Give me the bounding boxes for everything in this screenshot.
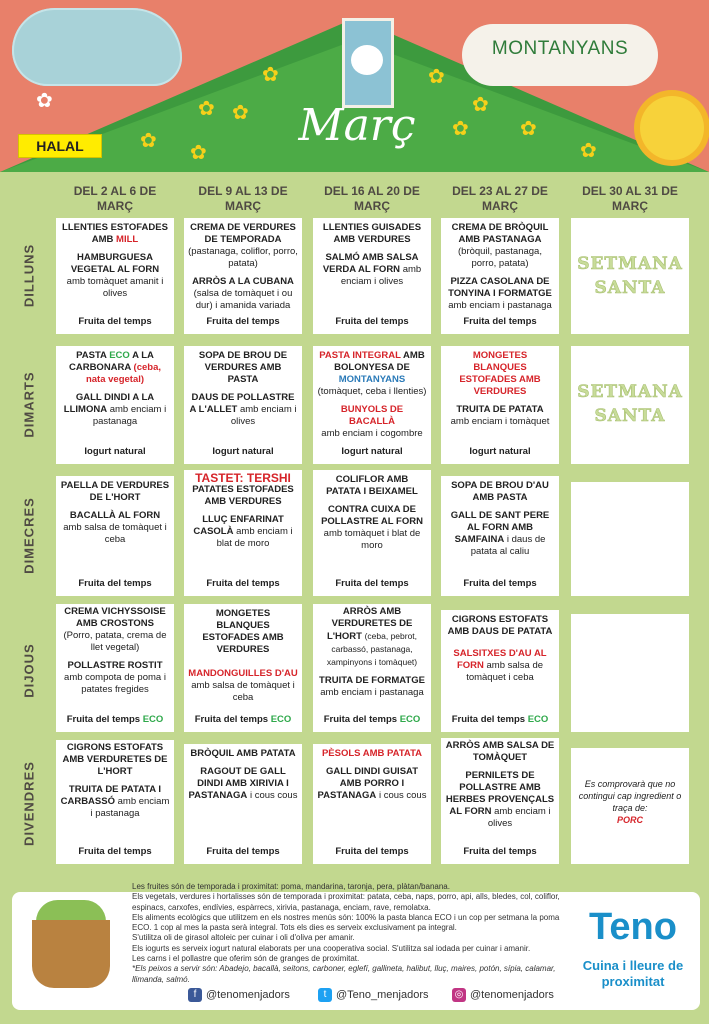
empty-cell [571, 614, 689, 732]
flower-icon: ✿ [262, 64, 279, 86]
week-header: DEL 23 AL 27 DE MARÇ [452, 184, 548, 213]
menu-cell: SOPA DE BROU D'AU AMB PASTA GALL DE SANT PERE AL FORN AMB SAMFAINA i daus de patata al caliu Fruita del temps [441, 476, 559, 596]
day-label: DIJOUS [21, 643, 37, 698]
menu-cell: LLENTIES GUISADES AMB VERDURES SALMÓ AMB SALSA VERDA AL FORN amb enciam i olives Fruita del temps [313, 218, 431, 334]
flower-icon: ✿ [232, 102, 249, 124]
menu-cell: LLENTIES ESTOFADES AMB MILL HAMBURGUESA VEGETAL AL FORN amb tomàquet amanit i olives Fruita del temps [56, 218, 174, 334]
day-label: DILLUNS [21, 243, 37, 308]
footer-info: Les fruites són de temporada i proximitat: poma, mandarina, taronja, pera, plàtan/banana. Els vegetals, verdures i hortalisses són de temporada i proximitat: patata, ceba, naps, porro, api, alls, bledes, col, coliflor, espinacs, carxofes, endívies, espàrrecs, xirivia, pastanaga, enciam, rave, remolatxa. Els aliments ecològics que utilitzem en els nostres menús són: 100% la pasta blanca ECO i un cop per setmana la poma ECO. 1 cop al mes la pasta serà integral. Tots els dies es serveix exclusivament pa integral. S'utilitza oli de girasol altoleic per cuinar i oli d'oliva per amanir. Els iogurts es serveix iogurt natural elaborats per una cooperativa social. S'utilitza sal iodada per cuinar i amanir. Les carns i el pollastre que oferim són de granges de proximitat. *Els peixos a servir són: Abadejo, bacallà, seitons, carboner, eglefí, gallineta, halibut, lluç, maires, potón, sípia, calamar, llimanda, salmó. [132, 882, 560, 984]
menu-cell: MONGETES BLANQUES ESTOFADES AMB VERDURES MANDONGUILLES D'AU amb salsa de tomàquet i ceba Fruita del temps ECO [184, 604, 302, 732]
flower-icon: ✿ [520, 118, 537, 140]
pork-note-item: PORC [616, 815, 643, 825]
week-header: DEL 16 AL 20 DE MARÇ [324, 184, 420, 213]
cloud-left [12, 8, 182, 86]
menu-cell: PASTA INTEGRAL AMB BOLONYESA DE MONTANYANS (tomàquet, ceba i llenties) BUNYOLS DE BACALLÀ amb enciam i cogombre Iogurt natural [313, 346, 431, 464]
menu-cell: TASTET: TERSHI PATATES ESTOFADES AMB VERDURES LLUÇ ENFARINAT CASOLÀ amb enciam i blat de moro Fruita del temps [184, 470, 302, 596]
day-label: DIVENDRES [21, 761, 37, 846]
day-label: DIMARTS [21, 371, 37, 438]
menu-cell: CIGRONS ESTOFATS AMB VERDURETES DE L'HORT TRUITA DE PATATA I CARBASSÓ amb enciam i pastanaga Fruita del temps [56, 740, 174, 864]
location-title: MONTANYANS [491, 38, 629, 59]
month-title: Març [298, 100, 416, 151]
menu-cell: ARRÒS AMB SALSA DE TOMÀQUET PERNILETS DE POLLASTRE AMB HERBES PROVENÇALS AL FORN amb enciam i olives Fruita del temps [441, 738, 559, 864]
flower-icon: ✿ [452, 118, 469, 140]
menu-cell: COLIFLOR AMB PATATA I BEIXAMEL CONTRA CUIXA DE POLLASTRE AL FORN amb tomàquet i blat de moro Fruita del temps [313, 470, 431, 596]
bunny-window-icon [342, 18, 394, 108]
pork-note: Es comprovarà que no contingui cap ingredient o traça de: [578, 779, 682, 813]
twitter-link[interactable]: t @Teno_menjadors [318, 988, 429, 1002]
instagram-icon: ◎ [452, 988, 466, 1002]
flower-icon: ✿ [190, 142, 207, 164]
week-header: DEL 2 AL 6 DE MARÇ [73, 184, 157, 213]
teno-logo: Teno [589, 906, 677, 948]
teno-tagline: Cuina i lleure de proximitat [582, 958, 684, 989]
basket-icon [32, 920, 110, 988]
menu-cell: CREMA VICHYSSOISE AMB CROSTONS (Porro, patata, crema de llet vegetal) POLLASTRE ROSTIT amb compota de poma i patates fregides Fruita del temps ECO [56, 604, 174, 732]
flower-icon: ✿ [580, 140, 597, 162]
menu-cell: CREMA DE BRÒQUIL AMB PASTANAGA (bròquil, pastanaga, porro, patata) PIZZA CASOLANA DE TONYINA I FORMATGE amb enciam i pastanaga Fruita del temps [441, 218, 559, 334]
menu-cell: CIGRONS ESTOFATS AMB DAUS DE PATATA SALSITXES D'AU AL FORN amb salsa de tomàquet i ceba Fruita del temps ECO [441, 610, 559, 732]
flower-icon: ✿ [36, 90, 53, 112]
day-label: DIMECRES [21, 497, 37, 574]
pork-note-cell [571, 748, 689, 864]
week-header: DEL 9 AL 13 DE MARÇ [198, 184, 288, 213]
flower-icon: ✿ [428, 66, 445, 88]
facebook-icon: f [188, 988, 202, 1002]
menu-cell: SOPA DE BROU DE VERDURES AMB PASTA DAUS DE POLLASTRE A L'ALLET amb enciam i olives Iogurt natural [184, 346, 302, 464]
flower-icon: ✿ [140, 130, 157, 152]
menu-cell: PASTA ECO A LA CARBONARA (ceba, nata vegetal) GALL DINDI A LA LLIMONA amb enciam i pastanaga Iogurt natural [56, 346, 174, 464]
holiday-cell: SETMANA SANTA [571, 346, 689, 464]
week-header: DEL 30 AL 31 DE MARÇ [582, 184, 678, 213]
menu-cell: PÈSOLS AMB PATATA GALL DINDI GUISAT AMB PORRO I PASTANAGA i cous cous Fruita del temps [313, 744, 431, 864]
header-banner [0, 0, 709, 172]
menu-cell: MONGETES BLANQUES ESTOFADES AMB VERDURES TRUITA DE PATATA amb enciam i tomàquet Iogurt natural [441, 346, 559, 464]
menu-cell: CREMA DE VERDURES DE TEMPORADA (pastanaga, coliflor, porro, patata) ARRÒS A LA CUBANA (salsa de tomàquet i ou dur) i amanida variada Fruita del temps [184, 218, 302, 334]
sun-icon [640, 96, 704, 160]
diet-badge: HALAL [18, 134, 102, 158]
instagram-link[interactable]: ◎ @tenomenjadors [452, 988, 554, 1002]
menu-cell: PAELLA DE VERDURES DE L'HORT BACALLÀ AL FORN amb salsa de tomàquet i ceba Fruita del temps [56, 476, 174, 596]
flower-icon: ✿ [472, 94, 489, 116]
facebook-link[interactable]: f @tenomenjadors [188, 988, 290, 1002]
menu-cell: BRÒQUIL AMB PATATA RAGOUT DE GALL DINDI AMB XIRIVIA I PASTANAGA i cous cous Fruita del temps [184, 744, 302, 864]
holiday-cell: SETMANA SANTA [571, 218, 689, 334]
empty-cell [571, 482, 689, 596]
menu-cell: ARRÒS AMB VERDURETES DE L'HORT (ceba, pebrot, carbassó, pastanaga, xampinyons i tomàquet) TRUITA DE FORMATGE amb enciam i pastanaga Fruita del temps ECO [313, 604, 431, 732]
flower-icon: ✿ [198, 98, 215, 120]
twitter-icon: t [318, 988, 332, 1002]
